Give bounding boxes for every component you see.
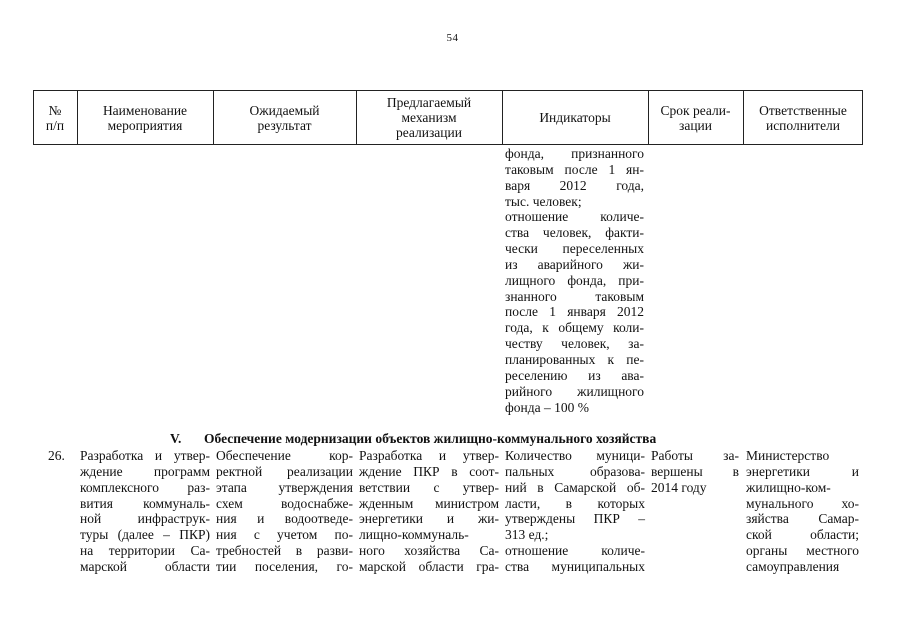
header-term: Срок реали- зации [660, 102, 731, 133]
header-result: Ожидаемый результат [249, 102, 320, 133]
row-result-cell: Обеспечение кор- ректной реализации этапа утверждения схем водоснабже- ния и водоотведе- ния с учетом по- требностей в разви- тии поселения, го- [216, 448, 353, 574]
row-indicators-cell: Количество муници- пальных образова- ний в Самарской об- ласти, в которых утверждены ПКР – 313 ед.; отношение количе- ства муниципальных [505, 448, 645, 574]
header-indicators: Индикаторы [539, 110, 611, 125]
row-term-cell: Работы за- вершены в 2014 году [651, 448, 739, 495]
header-name: Наименование мероприятия [102, 102, 188, 133]
page-number: 54 [446, 32, 459, 44]
section-number: V. [170, 431, 182, 446]
indicators-continuation: фонда, признанного таковым после 1 ян- варя 2012 года, тыс. человек; отношение количе- ства человек, факти- чески переселенных из аварийного жи- лищного фонда, при- знанного таковым после 1 января 2012 года, к общему коли- честву человек, за- планированных к пе- реселению из ава- рийного жилищного фонда – 100 % [505, 146, 644, 415]
row-mechanism-cell: Разработка и утвер- ждение ПКР в соот- ветствии с утвер- жденным министром энергетики и жи- лищно-коммуналь- ного хозяйства Са- марской области гра- [359, 448, 499, 574]
header-mechanism: Предлагаемый механизм реализации [386, 95, 472, 140]
header-number: № п/п [45, 102, 65, 133]
row-responsible-cell: Министерство энергетики и жилищно-ком- мунального хо- зяйства Самар- ской области; органы местного самоуправления [746, 448, 859, 574]
row-name-cell: Разработка и утвер- ждение программ комплексного раз- вития коммуналь- ной инфраструк- туры (далее – ПКР) на территории Са- марской области [80, 448, 210, 574]
section-heading [170, 431, 656, 447]
header-responsible: Ответственные исполнители [759, 102, 847, 133]
section-title: Обеспечение модернизации объектов жилищно-коммунального хозяйства [204, 431, 657, 446]
row-number: 26. [48, 448, 65, 463]
